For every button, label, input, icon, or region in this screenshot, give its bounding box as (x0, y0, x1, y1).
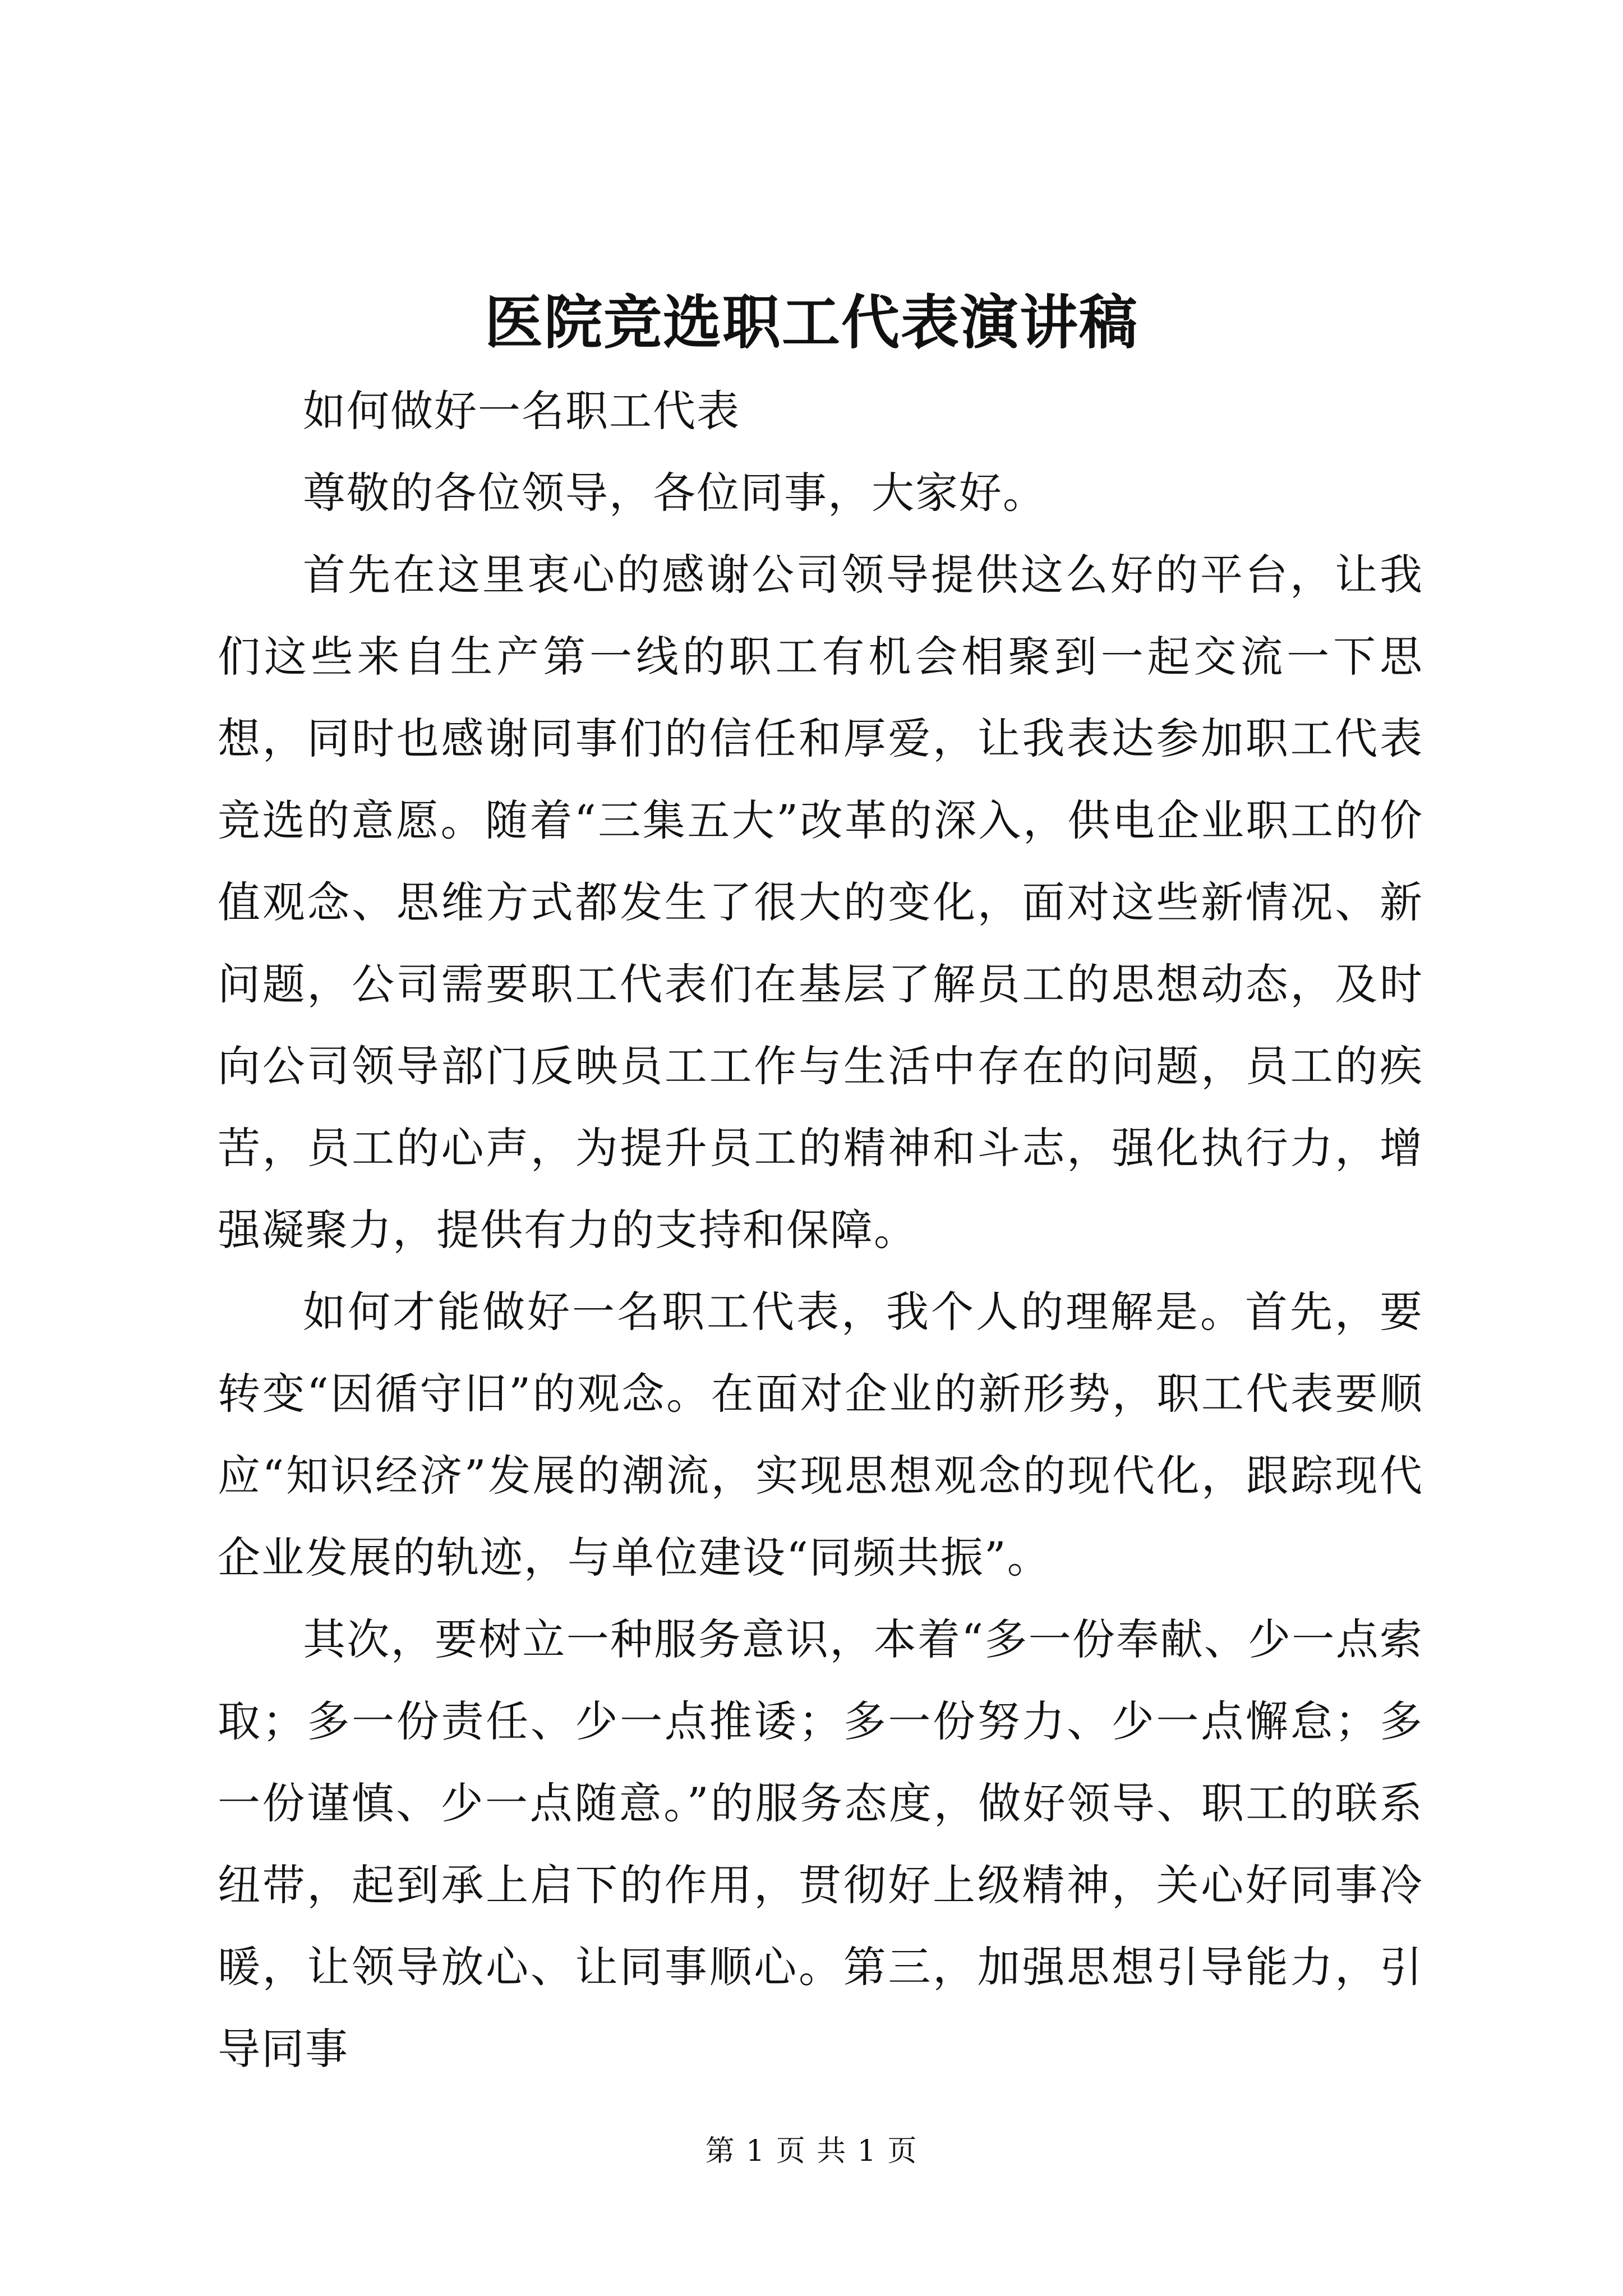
document-body (218, 370, 1423, 2090)
page-title: 医院竞选职工代表演讲稿 (484, 288, 1138, 357)
page-footer: 第 1 页 共 1 页 (705, 2134, 918, 2168)
paragraph-greeting: 尊敬的各位领导，各位同事，大家好。 (303, 468, 1046, 518)
paragraph-second-point: 其次，要树立一种服务意识，本着“多一份奉献、少一点索取；多一份责任、少一点推诿；多一份努力、少一点懈怠；多一份谨慎、少一点随意。”的服务态度，做好领导、职工的联系纽带，起到承上启下的作用，贯彻好上级精神，关心好同事冷暖，让领导放心、让同事顺心。第三，加强思想引导能力，引导同事 (218, 1614, 1423, 2074)
paragraph-subtitle: 如何做好一名职工代表 (303, 386, 740, 436)
paragraph-first-point: 如何才能做好一名职工代表，我个人的理解是。首先，要转变“因循守旧”的观念。在面对企业的新形势，职工代表要顺应“知识经济”发展的潮流，实现思想观念的现代化，跟踪现代企业发展的轨迹，与单位建设“同频共振”。 (218, 1287, 1423, 1582)
paragraph-intro: 首先在这里衷心的感谢公司领导提供这么好的平台，让我们这些来自生产第一线的职工有机会相聚到一起交流一下思想，同时也感谢同事们的信任和厚爱，让我表达参加职工代表竞选的意愿。随着“三集五大”改革的深入，供电企业职工的价值观念、思维方式都发生了很大的变化，面对这些新情况、新问题，公司需要职工代表们在基层了解员工的思想动态，及时向公司领导部门反映员工工作与生活中存在的问题，员工的疾苦，员工的心声，为提升员工的精神和斗志，强化执行力，增强凝聚力，提供有力的支持和保障。 (218, 550, 1423, 1255)
